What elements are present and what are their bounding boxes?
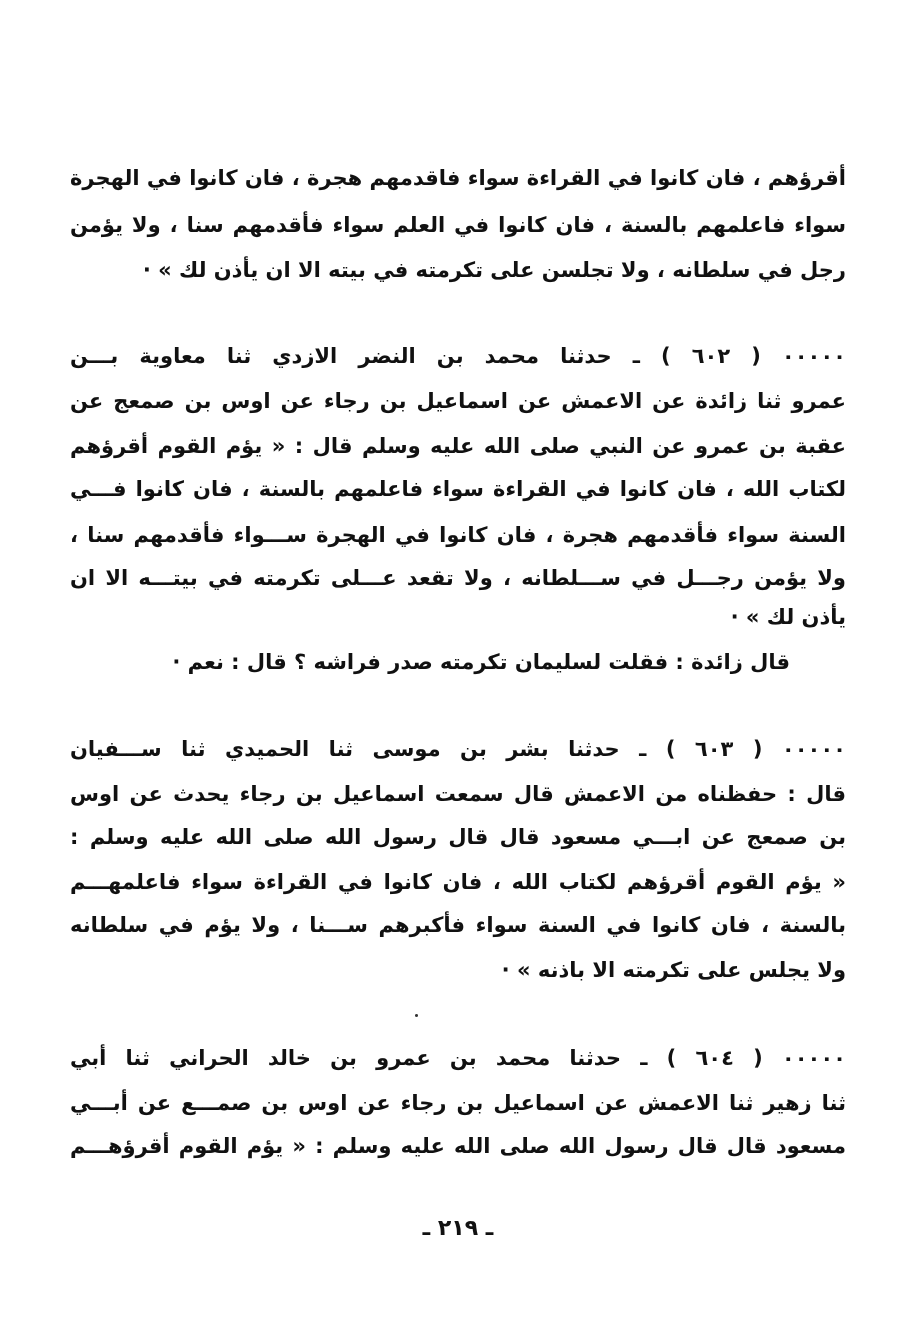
text-line: بالسنة ، فان كانوا في السنة سواء فأكبرهم ســـنا ، ولا يؤم في سلطانه bbox=[70, 913, 846, 937]
text-line: لكتاب الله ، فان كانوا في القراءة سواء فاعلمهم بالسنة ، فان كانوا فـــي bbox=[70, 477, 846, 501]
text-line: يأذن لك » · bbox=[730, 605, 846, 629]
text-line: ثنا زهير ثنا الاعمش عن اسماعيل بن رجاء عن اوس بن صمـــع عن أبـــي bbox=[70, 1091, 846, 1115]
text-line: السنة سواء فأقدمهم هجرة ، فان كانوا في الهجرة ســـواء فأقدمهم سنا ، bbox=[70, 523, 846, 547]
page-number: ـ ٢١٩ ـ bbox=[422, 1216, 494, 1241]
text-line: قال : حفظناه من الاعمش قال سمعت اسماعيل بن رجاء يحدث عن اوس bbox=[70, 782, 846, 806]
text-line: سواء فاعلمهم بالسنة ، فان كانوا في العلم سواء فأقدمهم سنا ، ولا يؤمن bbox=[70, 213, 846, 237]
text-line: قال زائدة : فقلت لسليمان تكرمته صدر فراشه ؟ قال : نعم · bbox=[172, 650, 790, 674]
text-line: رجل في سلطانه ، ولا تجلسن على تكرمته في بيته الا ان يأذن لك » · bbox=[142, 258, 846, 282]
text-line: أقرؤهم ، فان كانوا في القراءة سواء فاقدمهم هجرة ، فان كانوا في الهجرة bbox=[70, 166, 846, 190]
text-line: بن صمعج عن ابـــي مسعود قال قال رسول الله صلى الله عليه وسلم : bbox=[70, 825, 846, 849]
hadith-602-heading: ٠٠٠٠٠ ( ٦٠٢ ) ـ حدثنا محمد بن النضر الازدي ثنا معاوية بـــن bbox=[70, 344, 846, 368]
text-line: مسعود قال قال رسول الله صلى الله عليه وسلم : « يؤم القوم أقرؤهـــم bbox=[70, 1134, 846, 1158]
text-line: « يؤم القوم أقرؤهم لكتاب الله ، فان كانوا في القراءة سواء فاعلمهـــم bbox=[70, 870, 846, 894]
text-line: ولا يؤمن رجـــل في ســـلطانه ، ولا تقعد عـــلى تكرمته في بيتـــه الا ان bbox=[70, 566, 846, 590]
text-line: ولا يجلس على تكرمته الا باذنه » · bbox=[501, 958, 846, 982]
text-line: عقبة بن عمرو عن النبي صلى الله عليه وسلم قال : « يؤم القوم أقرؤهم bbox=[70, 434, 846, 458]
text-line: عمرو ثنا زائدة عن الاعمش عن اسماعيل بن رجاء عن اوس بن صمعج عن bbox=[70, 389, 846, 413]
ink-speck bbox=[415, 1014, 418, 1017]
hadith-603-heading: ٠٠٠٠٠ ( ٦٠٣ ) ـ حدثنا بشر بن موسى ثنا الحميدي ثنا ســـفيان bbox=[70, 737, 846, 761]
hadith-604-heading: ٠٠٠٠٠ ( ٦٠٤ ) ـ حدثنا محمد بن عمرو بن خالد الحراني ثنا أبي bbox=[70, 1046, 846, 1070]
